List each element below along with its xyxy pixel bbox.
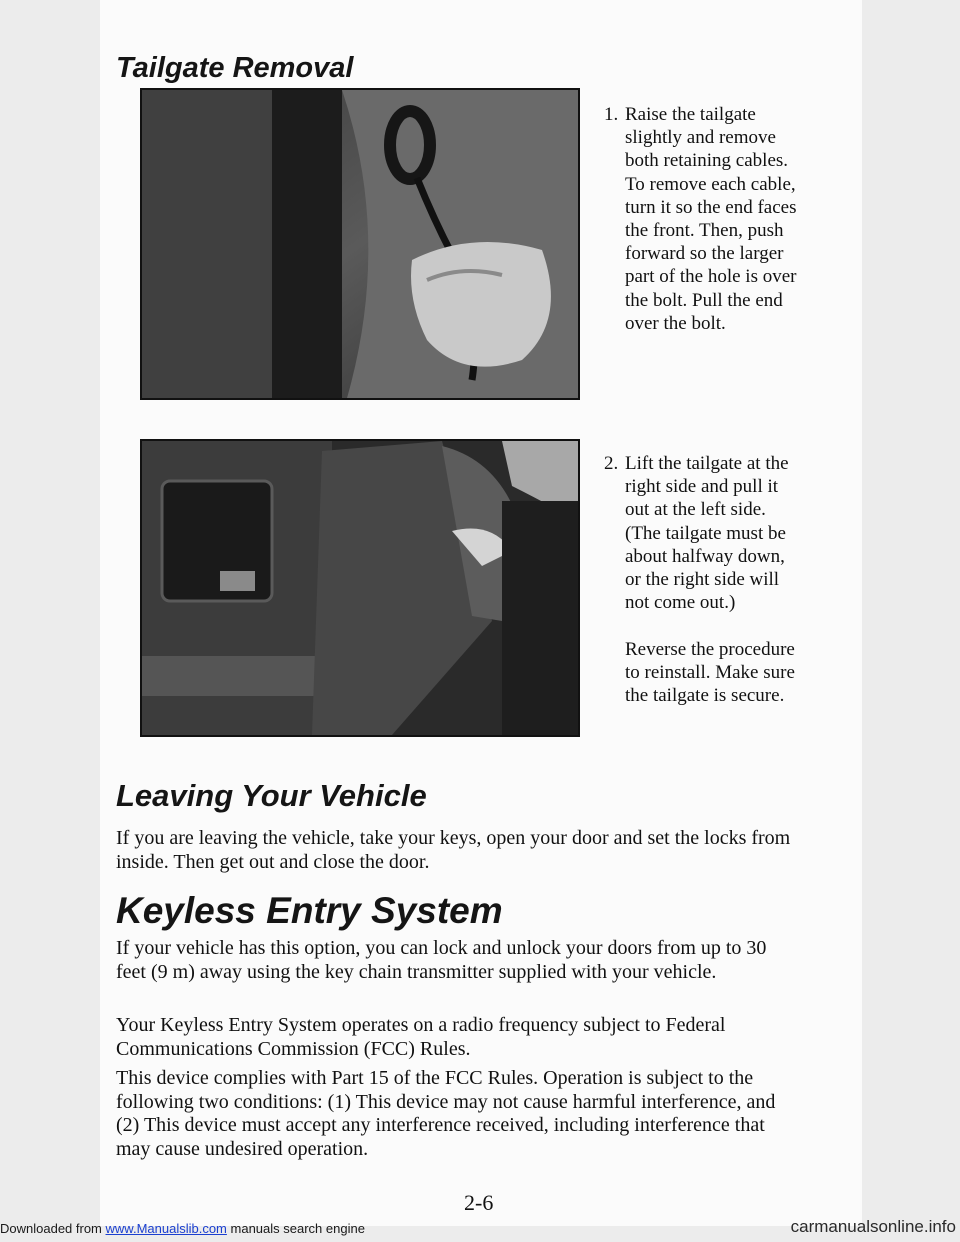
step-number: 2.: [604, 453, 619, 474]
manualslib-link[interactable]: www.Manualslib.com: [105, 1221, 227, 1236]
leaving-vehicle-text: If you are leaving the vehicle, take your keys, open your door and set the locks from inside. Then get out and close the door.: [116, 827, 791, 873]
keyless-entry-heading: Keyless Entry System: [116, 890, 503, 931]
keyless-paragraph-3: This device complies with Part 15 of the FCC Rules. Operation is subject to the following two conditions: (1) This device may not cause harmful interference, and (2) This device must accept any interference received, including interference that may cause undesired operation.: [116, 1067, 776, 1160]
tailgate-lift-photo: [140, 439, 580, 737]
download-footer: [0, 1221, 365, 1236]
leaving-vehicle-heading: Leaving Your Vehicle: [116, 778, 427, 813]
step-number: 1.: [604, 104, 619, 125]
step-text: Raise the tailgate slightly and remove both retaining cables. To remove each cable, turn it so the end faces the front. Then, push forward so the larger part of the hole is over the bolt. Pull the end over the bolt.: [625, 104, 797, 334]
footer-prefix: Downloaded from: [0, 1221, 102, 1236]
reverse-procedure-note: Reverse the procedure to reinstall. Make sure the tailgate is secure.: [625, 639, 795, 707]
page-number: 2-6: [464, 1190, 494, 1215]
tailgate-removal-heading: Tailgate Removal: [116, 52, 354, 84]
watermark-text: carmanualsonline.info: [790, 1217, 956, 1236]
step-text: Lift the tailgate at the right side and pull it out at the left side. (The tailgate must be about halfway down, or the right side will not come out.): [625, 453, 789, 614]
tailgate-cable-photo: [140, 88, 580, 400]
keyless-paragraph-2: Your Keyless Entry System operates on a radio frequency subject to Federal Communications Commission (FCC) Rules.: [116, 1014, 726, 1060]
footer-suffix: manuals search engine: [230, 1221, 365, 1236]
keyless-paragraph-1: If your vehicle has this option, you can lock and unlock your doors from up to 30 feet (9 m) away using the key chain transmitter supplied with your vehicle.: [116, 937, 767, 983]
